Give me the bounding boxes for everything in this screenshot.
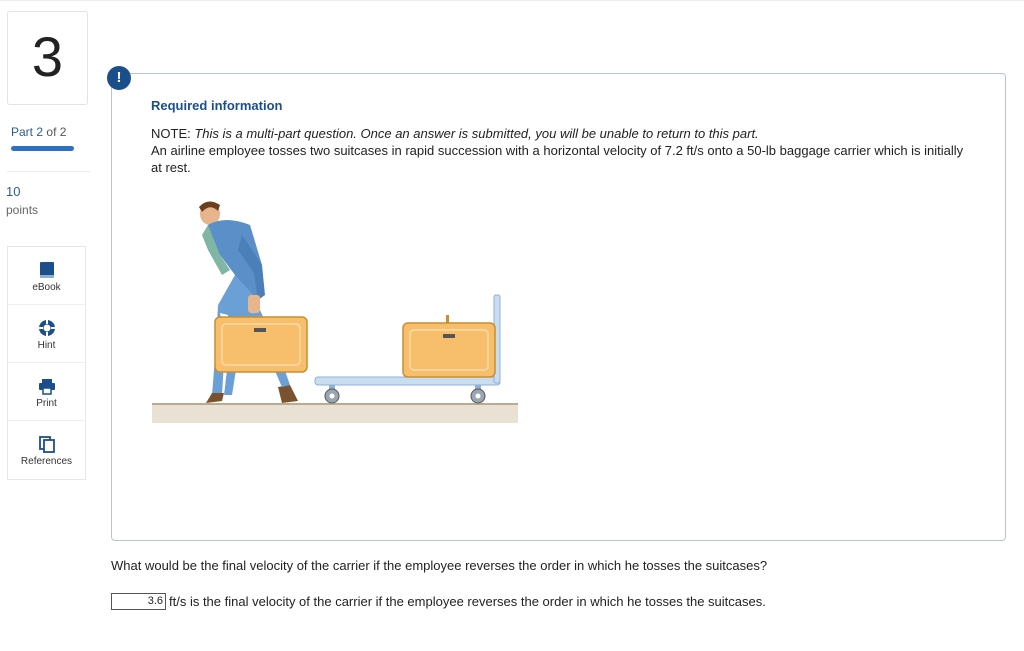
book-icon (37, 260, 57, 280)
required-info-title: Required information (151, 98, 283, 113)
note-italic: This is a multi-part question. Once an answer is submitted, you will be unable to return to this part. (194, 126, 759, 141)
answer-row (111, 592, 766, 610)
rail-divider (7, 171, 90, 172)
problem-statement: An airline employee tosses two suitcases in rapid succession with a horizontal velocity of 7.2 ft/s onto a 50-lb baggage carrier which is initially at rest. (151, 143, 964, 175)
part-progress-bar (11, 146, 74, 151)
answer-input[interactable]: 3.6 (111, 593, 166, 610)
note-text (151, 125, 971, 176)
floor (152, 403, 518, 423)
print-button[interactable] (8, 363, 85, 421)
part-total: of 2 (46, 125, 67, 139)
note-prefix: NOTE: (151, 126, 195, 141)
part-label: Part (11, 125, 34, 139)
copy-icon (37, 434, 57, 454)
part-current: 2 (36, 125, 44, 139)
lifebuoy-icon (37, 318, 57, 338)
question-number: 3 (31, 25, 64, 88)
suitcase-held (215, 317, 307, 372)
references-label: References (20, 456, 73, 467)
tools-panel (7, 246, 86, 480)
references-button[interactable] (8, 421, 85, 478)
hint-button[interactable] (8, 305, 85, 363)
baggage-carrier-figure (150, 195, 520, 427)
points-label: points (6, 203, 39, 217)
ebook-label: eBook (32, 282, 61, 293)
printer-icon (37, 376, 57, 396)
suitcase-on-cart (403, 315, 495, 377)
hint-label: Hint (37, 340, 56, 351)
part-indicator (11, 125, 66, 139)
points-value: 10 (6, 184, 21, 199)
alert-icon: ! (107, 66, 131, 90)
question-number-box (7, 11, 88, 105)
question-text: What would be the final velocity of the carrier if the employee reverses the order in which he tosses the suitcases? (111, 558, 768, 573)
answer-suffix: ft/s is the final velocity of the carrier if the employee reverses the order in which he tosses the suitcases. (169, 593, 766, 609)
ebook-button[interactable] (8, 247, 85, 305)
employee-figure (199, 201, 298, 403)
print-label: Print (36, 398, 57, 409)
top-divider (0, 0, 1024, 1)
